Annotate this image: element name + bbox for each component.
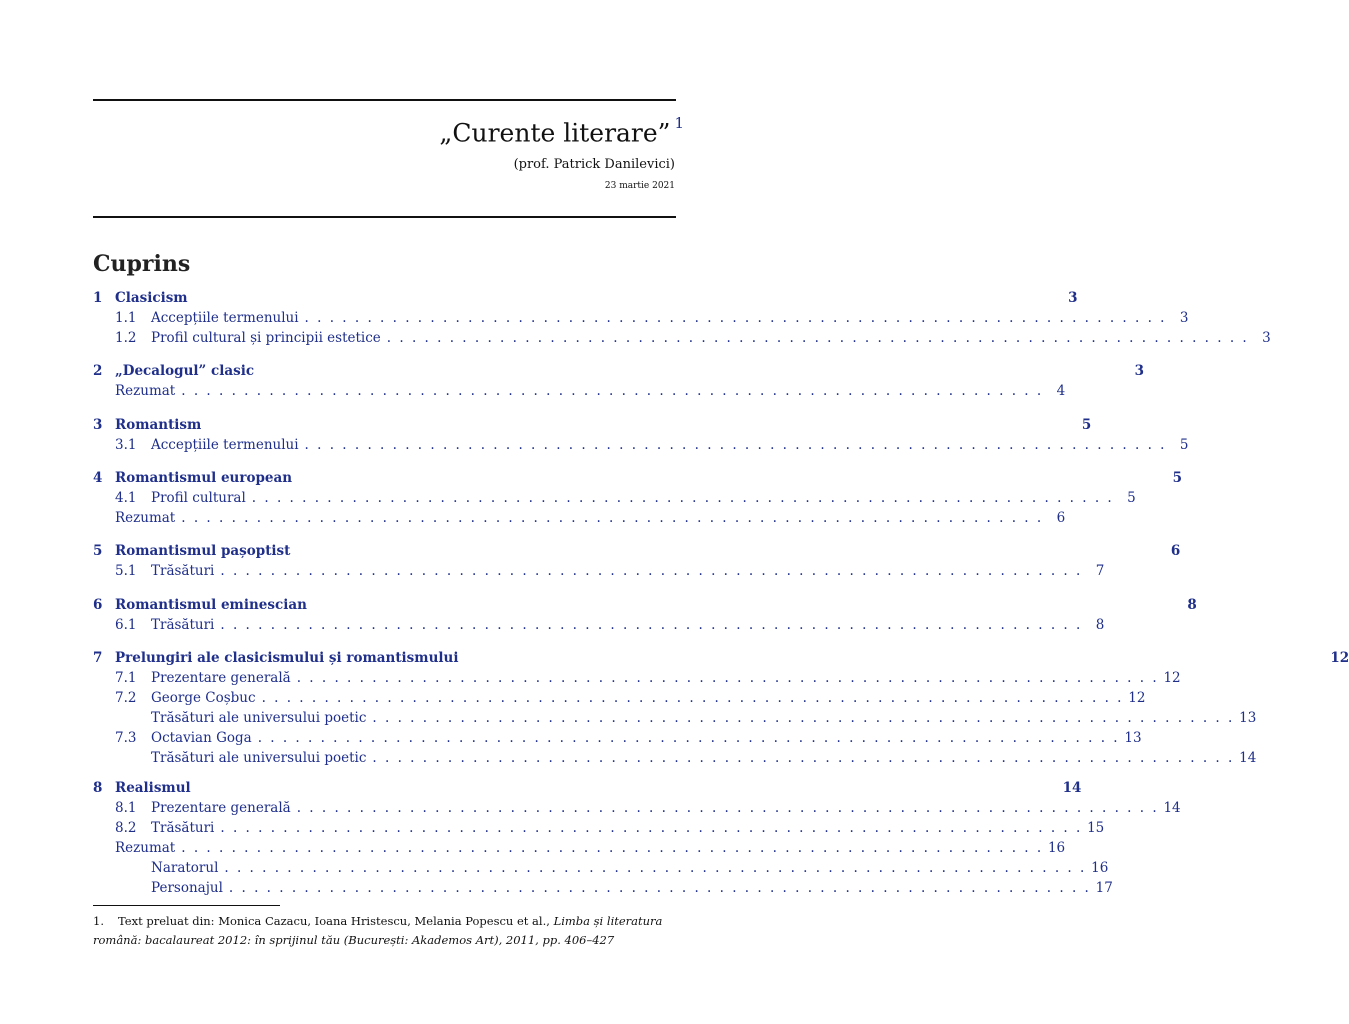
toc-entry-page: 5 <box>1179 437 1189 453</box>
toc-entry[interactable] <box>93 330 1271 350</box>
toc-entry-label: Romantismul pașoptist <box>115 543 291 559</box>
toc-dot-leader: . . . . . . . . . . . . . . . . . . . . . . . . . . . . . . . . . . . . . . . . . . . . . . . . . . . . . . . . . . . . . . . . . . . . . <box>261 690 1124 706</box>
toc-entry-number: 4.1 <box>115 490 137 506</box>
toc-entry-number: 5 <box>93 543 103 559</box>
toc-dot-leader: . . . . . . . . . . . . . . . . . . . . . . . . . . . . . . . . . . . . . . . . . . . . . . . . . . . . . . . . . . . . . . . . . . . . . <box>257 730 1120 746</box>
toc-entry-label: Rezumat <box>115 840 176 856</box>
toc-dot-leader: . . . . . . . . . . . . . . . . . . . . . . . . . . . . . . . . . . . . . . . . . . . . . . . . . . . . . . . . . . . . . . . . . . . . . <box>296 800 1159 816</box>
toc-dot-leader: . . . . . . . . . . . . . . . . . . . . . . . . . . . . . . . . . . . . . . . . . . . . . . . . . . . . . . . . . . . . . . . . . . . . . <box>372 750 1235 766</box>
toc-entry-number: 7.3 <box>115 730 137 746</box>
toc-entry-label: Clasicism <box>115 290 188 306</box>
toc-entry-number: 2 <box>93 363 103 379</box>
toc-entry[interactable] <box>93 617 1105 637</box>
toc-entry[interactable] <box>93 820 1105 840</box>
toc-entry-page: 6 <box>1056 510 1066 526</box>
toc-entry[interactable] <box>93 730 1142 750</box>
toc-entry-page: 5 <box>1127 490 1136 506</box>
toc-entry-label: Profil cultural și principii estetice <box>151 330 381 346</box>
toc-entry-page: 7 <box>1095 563 1105 579</box>
top-rule <box>93 99 676 101</box>
document-title <box>439 114 684 148</box>
toc-entry-number: 1.1 <box>115 310 137 326</box>
toc-entry-label: Octavian Goga <box>151 730 252 746</box>
toc-entry[interactable] <box>93 750 1257 770</box>
toc-entry[interactable] <box>93 437 1189 457</box>
toc-entry[interactable] <box>93 860 1109 880</box>
toc-entry-label: Naratorul <box>151 860 219 876</box>
toc-dot-leader: . . . . . . . . . . . . . . . . . . . . . . . . . . . . . . . . . . . . . . . . . . . . . . . . . . . . . . . . . . . . . . . . . . . . . <box>220 820 1083 836</box>
toc-entry[interactable] <box>93 543 1181 563</box>
toc-entry[interactable] <box>93 880 1113 900</box>
toc-entry-label: Prezentare generală <box>151 800 291 816</box>
toc-entry-number: 8.1 <box>115 800 137 816</box>
toc-dot-leader: . . . . . . . . . . . . . . . . . . . . . . . . . . . . . . . . . . . . . . . . . . . . . . . . . . . . . . . . . . . . . . . . . . . . . <box>220 617 1083 633</box>
date: 23 martie 2021 <box>604 181 675 191</box>
toc-entry[interactable] <box>93 690 1146 710</box>
toc-dot-leader: . . . . . . . . . . . . . . . . . . . . . . . . . . . . . . . . . . . . . . . . . . . . . . . . . . . . . . . . . . . . . . . . . . . . . <box>224 860 1087 876</box>
toc-entry[interactable] <box>93 650 1349 670</box>
toc-entry-label: Romantism <box>115 417 202 433</box>
toc-dot-leader: . . . . . . . . . . . . . . . . . . . . . . . . . . . . . . . . . . . . . . . . . . . . . . . . . . . . . . . . . . . . . . . . . . . . . <box>220 563 1083 579</box>
toc-entry-page: 16 <box>1047 840 1066 856</box>
toc-dot-leader: . . . . . . . . . . . . . . . . . . . . . . . . . . . . . . . . . . . . . . . . . . . . . . . . . . . . . . . . . . . . . . . . . . . . . <box>228 880 1091 896</box>
title-bottom-rule <box>93 216 676 218</box>
toc-entry-number: 8.2 <box>115 820 137 836</box>
toc-entry-page: 13 <box>1239 710 1257 726</box>
toc-entry-page: 4 <box>1056 383 1066 399</box>
toc-entry[interactable] <box>93 363 1144 383</box>
title-footnote-marker[interactable]: 1 <box>674 114 684 132</box>
toc-entry-page: 14 <box>1239 750 1257 766</box>
toc-entry-label: Trăsături <box>151 563 215 579</box>
toc-entry-label: Romantismul eminescian <box>115 597 307 613</box>
toc-entry-page: 14 <box>1062 780 1082 796</box>
footnote-rule <box>93 905 280 906</box>
toc-entry-page: 17 <box>1095 880 1113 896</box>
toc-entry[interactable] <box>93 780 1082 800</box>
toc-entry[interactable] <box>93 383 1066 403</box>
toc-entry-number: 6.1 <box>115 617 137 633</box>
toc-entry[interactable] <box>93 470 1182 490</box>
toc-entry-label: Realismul <box>115 780 191 796</box>
toc-entry-number: 3.1 <box>115 437 137 453</box>
toc-entry-page: 15 <box>1087 820 1105 836</box>
toc-entry-number: 1 <box>93 290 103 306</box>
toc-entry[interactable] <box>93 597 1197 617</box>
footnote-book-title: Limba și literatura română: bacalaureat 2012: în sprijinul tău <box>93 914 663 947</box>
toc-entry[interactable] <box>93 417 1092 437</box>
toc-entry-page: 5 <box>1081 417 1092 433</box>
toc-entry[interactable] <box>93 710 1257 730</box>
footnote-text: Text preluat din: Monica Cazacu, Ioana Hristescu, Melania Popescu et al., <box>118 914 554 928</box>
footnote-number: 1. <box>93 914 104 928</box>
footnote <box>93 912 676 950</box>
toc-entry-number: 3 <box>93 417 103 433</box>
toc-entry[interactable] <box>93 670 1181 690</box>
toc-dot-leader: . . . . . . . . . . . . . . . . . . . . . . . . . . . . . . . . . . . . . . . . . . . . . . . . . . . . . . . . . . . . . . . . . . . . . <box>386 330 1249 346</box>
toc-entry[interactable] <box>93 563 1105 583</box>
toc-entry-label: Trăsături <box>151 820 215 836</box>
toc-entry-label: Personajul <box>151 880 223 896</box>
toc-entry-page: 16 <box>1091 860 1109 876</box>
toc-dot-leader: . . . . . . . . . . . . . . . . . . . . . . . . . . . . . . . . . . . . . . . . . . . . . . . . . . . . . . . . . . . . . . . . . . . . . <box>296 670 1159 686</box>
toc-dot-leader: . . . . . . . . . . . . . . . . . . . . . . . . . . . . . . . . . . . . . . . . . . . . . . . . . . . . . . . . . . . . . . . . . . . . . <box>181 840 1044 856</box>
toc-entry-page: 12 <box>1330 650 1349 666</box>
toc-entry-label: Trăsături <box>151 617 215 633</box>
toc-entry[interactable] <box>93 800 1181 820</box>
toc-entry-label: Rezumat <box>115 510 176 526</box>
toc-entry-label: Trăsături ale universului poetic <box>151 710 367 726</box>
toc-entry-page: 14 <box>1163 800 1181 816</box>
toc-entry-number: 4 <box>93 470 103 486</box>
toc-entry-label: „Decalogul” clasic <box>115 363 255 379</box>
toc-entry-page: 12 <box>1163 670 1181 686</box>
toc-entry-label: Prezentare generală <box>151 670 291 686</box>
toc-entry-number: 7.1 <box>115 670 137 686</box>
toc-entry-label: Prelungiri ale clasicismului și romantismului <box>115 650 459 666</box>
toc-entry[interactable] <box>93 310 1189 330</box>
toc-entry-number: 7.2 <box>115 690 137 706</box>
toc-entry-label: George Coșbuc <box>151 690 256 706</box>
toc-entry-number: 5.1 <box>115 563 137 579</box>
toc-entry[interactable] <box>93 840 1066 860</box>
toc-entry-number: 1.2 <box>115 330 137 346</box>
toc-dot-leader: . . . . . . . . . . . . . . . . . . . . . . . . . . . . . . . . . . . . . . . . . . . . . . . . . . . . . . . . . . . . . . . . . . . . . <box>372 710 1235 726</box>
toc-entry-page: 8 <box>1095 617 1105 633</box>
toc-entry-page: 3 <box>1134 363 1144 379</box>
toc-dot-leader: . . . . . . . . . . . . . . . . . . . . . . . . . . . . . . . . . . . . . . . . . . . . . . . . . . . . . . . . . . . . . . . . . . . . . <box>251 490 1114 506</box>
toc-entry-label: Accepțiile termenului <box>151 310 299 326</box>
toc-entry-label: Rezumat <box>115 383 176 399</box>
toc-entry-page: 13 <box>1124 730 1142 746</box>
toc-entry-label: Romantismul european <box>115 470 293 486</box>
toc-entry-page: 3 <box>1179 310 1189 326</box>
title-text: „Curente literare” <box>439 118 671 148</box>
toc-dot-leader: . . . . . . . . . . . . . . . . . . . . . . . . . . . . . . . . . . . . . . . . . . . . . . . . . . . . . . . . . . . . . . . . . . . . . <box>304 310 1167 326</box>
toc-entry-page: 8 <box>1187 597 1197 613</box>
toc-entry[interactable] <box>93 290 1078 310</box>
toc-entry-page: 12 <box>1128 690 1146 706</box>
toc-entry-page: 3 <box>1262 330 1271 346</box>
footnote-publication: (București: Akademos Art), 2011, pp. 406–427 <box>340 933 615 947</box>
toc-entry[interactable] <box>93 490 1136 510</box>
toc-heading: Cuprins <box>93 251 191 277</box>
toc-entry[interactable] <box>93 510 1066 530</box>
author: (prof. Patrick Danilevici) <box>513 157 675 172</box>
toc-entry-label: Profil cultural <box>151 490 246 506</box>
toc-dot-leader: . . . . . . . . . . . . . . . . . . . . . . . . . . . . . . . . . . . . . . . . . . . . . . . . . . . . . . . . . . . . . . . . . . . . . <box>181 383 1044 399</box>
toc-entry-label: Trăsături ale universului poetic <box>151 750 367 766</box>
toc-entry-number: 7 <box>93 650 103 666</box>
toc-dot-leader: . . . . . . . . . . . . . . . . . . . . . . . . . . . . . . . . . . . . . . . . . . . . . . . . . . . . . . . . . . . . . . . . . . . . . <box>181 510 1044 526</box>
toc-entry-page: 5 <box>1172 470 1182 486</box>
toc-dot-leader: . . . . . . . . . . . . . . . . . . . . . . . . . . . . . . . . . . . . . . . . . . . . . . . . . . . . . . . . . . . . . . . . . . . . . <box>304 437 1167 453</box>
toc-entry-number: 6 <box>93 597 103 613</box>
toc-entry-page: 6 <box>1170 543 1181 559</box>
toc-entry-page: 3 <box>1068 290 1078 306</box>
toc-entry-number: 8 <box>93 780 103 796</box>
toc-entry-label: Accepțiile termenului <box>151 437 299 453</box>
